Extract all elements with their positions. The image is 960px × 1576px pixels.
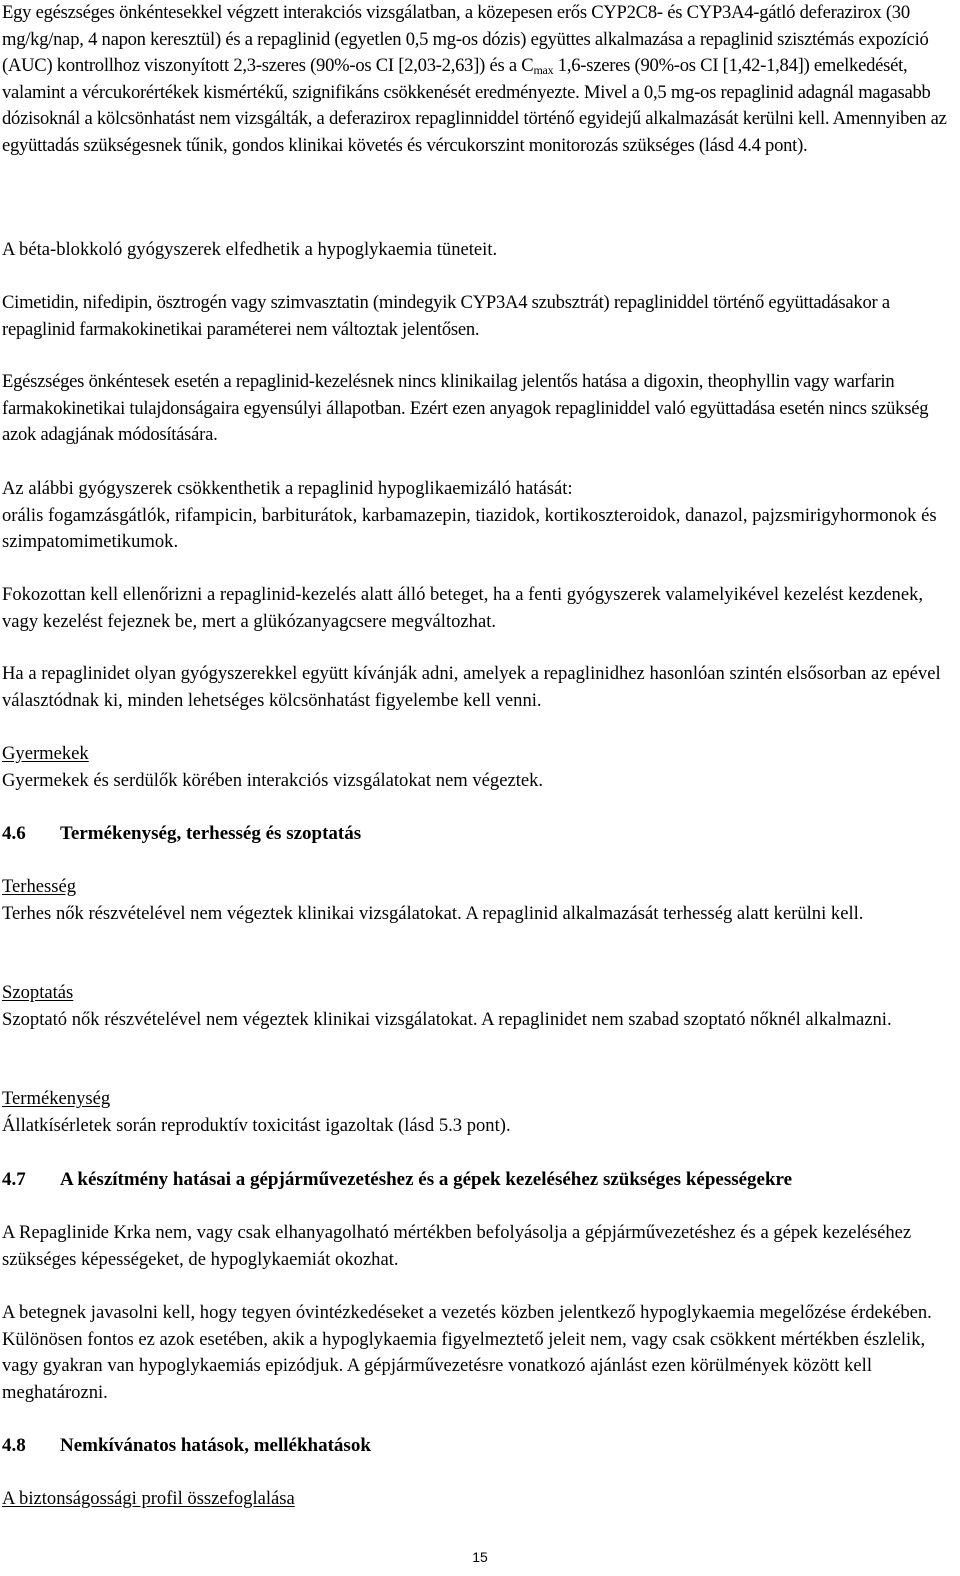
section-children <box>2 741 954 794</box>
section-heading-4-6 <box>2 821 954 848</box>
safety-profile-heading: A biztonságossági profil összefoglalása <box>2 1488 295 1509</box>
section-number: 4.8 <box>2 1435 26 1456</box>
section-fertility <box>2 1086 954 1139</box>
paragraph-reducing-drugs <box>2 476 954 556</box>
paragraph-deferasirox-interaction: Egy egészséges önkéntesekkel végzett interakciós vizsgálatban, a közepesen erős CYP2C8- és CYP3A4-gátló deferazirox (30 mg/kg/nap, 4 napon keresztül) és a repaglinid (egyetlen 0,5 mg-os dózis) együttes alkalmazása a repaglinid szisztémás expozíció (AUC) kontrollhoz viszonyított 2,3-szeres (90%-os CI [2,03-2,63]) és a $C_{max}$ 1,6-szeres (90%-os CI [1,42-1,84]) emelkedését, valamint a vércukorértékek kismértékű, szignifikáns csökkenését eredményezte. Mivel a 0,5 mg-os repaglinid adagnál magasabb dózisoknál a kölcsönhatást nem vizsgálták, a deferazirox repaglinniddel történő egyidejű alkalmazását kerülni kell. Amennyiben az együttadás szükségesnek tűnik, gondos klinikai követés és vércukorszint monitorozás szükséges (lásd 4.4 pont). <box>2 2 947 156</box>
paragraph-beta-blockers: A béta-blokkoló gyógyszerek elfedhetik a hypoglykaemia tüneteit. <box>2 239 498 260</box>
reducing-drugs-intro: Az alábbi gyógyszerek csökkenthetik a repaglinid hypoglikaemizáló hatását: <box>2 478 573 499</box>
section-heading-4-7 <box>2 1167 954 1194</box>
fertility-heading: Termékenység <box>2 1088 111 1109</box>
section-title: Nemkívánatos hatások, mellékhatások <box>60 1435 371 1456</box>
paragraph-digoxin: Egészséges önkéntesek esetén a repaglinid-kezelésnek nincs klinikailag jelentős hatása a digoxin, theophyllin vagy warfarin farmakokinetikai tulajdonságaira egyensúlyi állapotban. Ezért ezen anyagok repagliniddel való együttadása esetén nincs szükség azok adagjának módosítására. <box>2 371 929 446</box>
paragraph-monitoring: Fokozottan kell ellenőrizni a repaglinid-kezelés alatt álló beteget, ha a fenti gyógyszerek valamelyikével kezelést kezdenek, vagy kezelést fejeznek be, mert a glükózanyagcsere megváltozhat. <box>2 584 924 632</box>
section-pregnancy <box>2 874 954 927</box>
paragraph-driving-effect: A Repaglinide Krka nem, vagy csak elhanyagolható mértékben befolyásolja a gépjárművezetéshez és a gépek kezeléséhez szükséges képességeket, de hypoglykaemiát okozhat. <box>2 1222 912 1270</box>
section-breastfeeding <box>2 980 954 1033</box>
pregnancy-heading: Terhesség <box>2 876 77 897</box>
section-heading-4-8 <box>2 1433 954 1460</box>
paragraph-cimetidine: Cimetidin, nifedipin, ösztrogén vagy szimvasztatin (mindegyik CYP3A4 szubsztrát) repagliniddel történő együttadásakor a repaglinid farmakokinetikai paraméterei nem változtak jelentősen. <box>2 292 890 340</box>
children-text: Gyermekek és serdülők körében interakciós vizsgálatokat nem végeztek. <box>2 769 544 791</box>
section-title: A készítmény hatásai a gépjárművezetéshez és a gépek kezeléséhez szükséges képességekre <box>60 1169 793 1190</box>
pregnancy-text: Terhes nők részvételével nem végeztek klinikai vizsgálatokat. A repaglinid alkalmazását terhesség alatt kerülni kell. <box>2 902 864 924</box>
paragraph-bile-excretion: Ha a repaglinidet olyan gyógyszerekkel együtt kívánják adni, amelyek a repaglinidhez hasonlóan szintén elsősorban az epével választódnak ki, minden lehetséges kölcsönhatást figyelembe kell venni. <box>2 663 941 711</box>
page-number: 15 <box>472 1549 488 1565</box>
section-number: 4.6 <box>2 823 26 844</box>
breastfeeding-heading: Szoptatás <box>2 982 74 1003</box>
paragraph-driving-precautions: A betegnek javasolni kell, hogy tegyen óvintézkedéseket a vezetés közben jelentkező hypoglykaemia megelőzése érdekében. Különösen fontos ez azok esetében, akik a hypoglykaemia figyelmeztető jeleit nem, vagy csak csökkent mértékben észlelik, vagy gyakran van hypoglykaemiás epizódjuk. A gépjárművezetésre vonatkozó ajánlást ezen körülmények között kell meghatározni. <box>2 1302 932 1403</box>
section-number: 4.7 <box>2 1169 26 1190</box>
fertility-text: Állatkísérletek során reproduktív toxicitást igazoltak (lásd 5.3 pont). <box>2 1114 511 1136</box>
section-title: Termékenység, terhesség és szoptatás <box>60 823 362 844</box>
breastfeeding-text: Szoptató nők részvételével nem végeztek klinikai vizsgálatokat. A repaglinidet nem szabad szoptató nőknél alkalmazni. <box>2 1008 892 1030</box>
children-heading: Gyermekek <box>2 743 89 764</box>
reducing-drugs-list: orális fogamzásgátlók, rifampicin, barbiturátok, karbamazepin, tiazidok, kortikoszteroidok, danazol, pajzsmirigyhormonok és szimpatomimetikumok. <box>2 504 937 553</box>
